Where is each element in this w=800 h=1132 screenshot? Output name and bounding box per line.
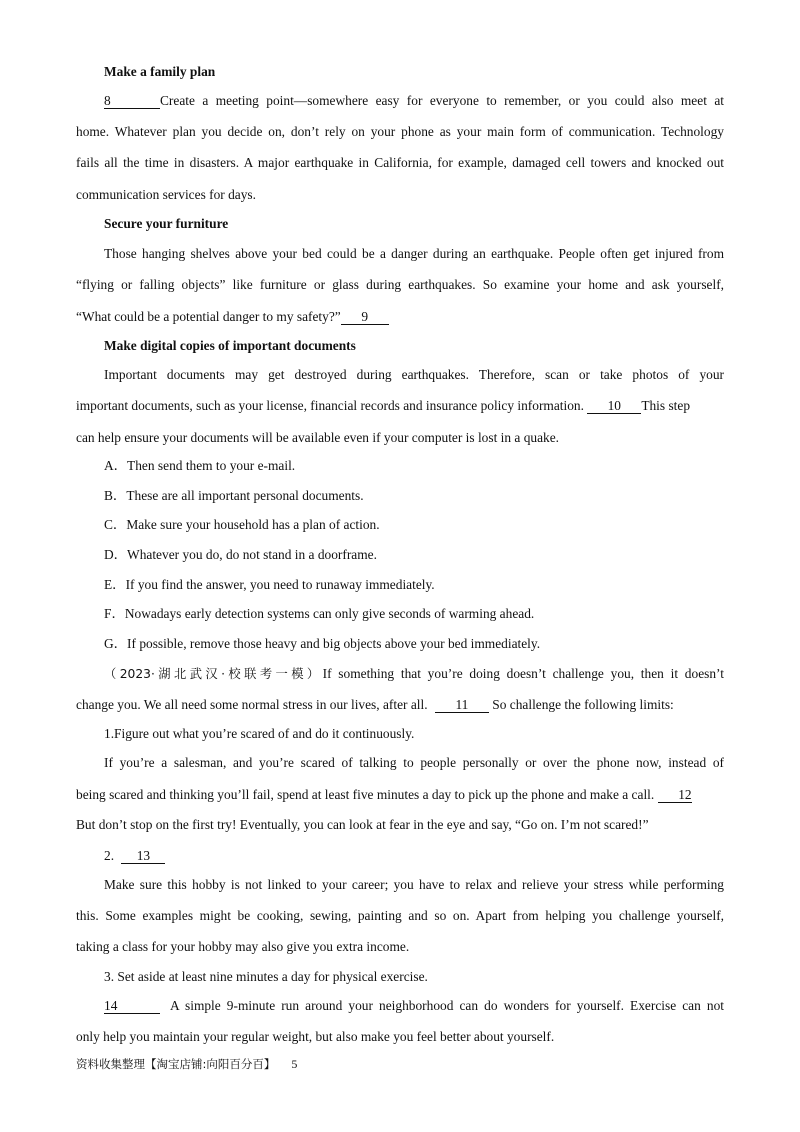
text-run: “What could be a potential danger to my safety?” <box>76 309 341 324</box>
item-title: 1.Figure out what you’re scared of and do it continuously. <box>104 726 415 741</box>
section-heading: Secure your furniture <box>104 216 229 231</box>
paragraph-line: taking a class for your hobby may also give you extra income. <box>76 939 410 954</box>
paragraph-line: home. Whatever plan you decide on, don’t rely on your phone as your main form of communication. Technology <box>76 124 724 139</box>
answer-blank[interactable]: 8 <box>104 93 160 109</box>
section-heading: Make digital copies of important documents <box>104 338 356 353</box>
answer-blank[interactable]: 12 <box>658 787 692 803</box>
option-d: D．Whatever you do, do not stand in a doorframe. <box>104 547 377 562</box>
footer-text: 资料收集整理【淘宝店铺:向阳百分百】 <box>76 1057 276 1071</box>
answer-blank[interactable]: 13 <box>121 848 165 864</box>
paragraph-line: this. Some examples might be cooking, sewing, painting and so on. Apart from helping you challenge yourself, <box>76 908 724 923</box>
paragraph-line: Those hanging shelves above your bed could be a danger during an earthquake. People often get injured from <box>104 246 724 261</box>
paragraph-line <box>76 786 692 804</box>
paragraph-line <box>76 308 389 326</box>
paragraph-line: Make sure this hobby is not linked to your career; you have to relax and relieve your stress while performing <box>104 877 724 892</box>
text-run: So challenge the following limits: <box>492 697 674 712</box>
paragraph-line: fails all the time in disasters. A major earthquake in California, for example, damaged cell towers and knocked out <box>76 155 724 170</box>
paragraph-line: “flying or falling objects” like furniture or glass during earthquakes. So examine your home and ask yourself, <box>76 277 724 292</box>
paragraph-line <box>104 665 724 683</box>
text-run: important documents, such as your license, financial records and insurance policy information. <box>76 398 584 413</box>
option-a: A．Then send them to your e-mail. <box>104 458 296 473</box>
text-run: If something that you’re doing doesn’t challenge you, then it doesn’t <box>322 666 724 681</box>
paragraph-line: Important documents may get destroyed during earthquakes. Therefore, scan or take photos of your <box>104 367 724 382</box>
option-c: C．Make sure your household has a plan of action. <box>104 517 380 532</box>
text-run: being scared and thinking you’ll fail, spend at least five minutes a day to pick up the phone and make a call. <box>76 787 655 802</box>
text-run: change you. We all need some normal stress in our lives, after all. <box>76 697 428 712</box>
text-run: 2. <box>104 848 115 863</box>
option-b: B．These are all important personal documents. <box>104 488 364 503</box>
section-heading: Make a family plan <box>104 64 216 79</box>
paragraph-line: only help you maintain your regular weight, but also make you feel better about yourself. <box>76 1029 555 1044</box>
answer-blank[interactable]: 11 <box>435 697 489 713</box>
paragraph-line <box>76 696 674 714</box>
option-g: G．If possible, remove those heavy and big objects above your bed immediately. <box>104 636 541 651</box>
paragraph-line <box>76 397 690 415</box>
text-run: Create a meeting point—somewhere easy for everyone to remember, or you could also meet at <box>160 93 724 108</box>
paragraph-line: communication services for days. <box>76 187 256 202</box>
item-title: 3. Set aside at least nine minutes a day for physical exercise. <box>104 969 428 984</box>
item-title <box>104 847 165 865</box>
source-tag: （2023·湖北武汉·校联考一模） <box>104 667 323 681</box>
page-number: 5 <box>291 1057 298 1071</box>
paragraph-line <box>104 92 724 110</box>
option-e: E．If you find the answer, you need to runaway immediately. <box>104 577 435 592</box>
paragraph-line: can help ensure your documents will be available even if your computer is lost in a quake. <box>76 430 560 445</box>
paragraph-line: If you’re a salesman, and you’re scared of talking to people personally or over the phone now, instead of <box>104 755 724 770</box>
answer-blank[interactable]: 10 <box>587 398 641 414</box>
text-run: A simple 9-minute run around your neighborhood can do wonders for yourself. Exercise can not <box>170 998 724 1013</box>
page-footer <box>76 1056 297 1072</box>
answer-blank[interactable]: 9 <box>341 309 389 325</box>
option-f: F．Nowadays early detection systems can only give seconds of warming ahead. <box>104 606 535 621</box>
answer-blank[interactable]: 14 <box>104 998 160 1014</box>
text-run: This step <box>641 398 691 413</box>
paragraph-line <box>104 997 724 1015</box>
paragraph-line: But don’t stop on the first try! Eventually, you can look at fear in the eye and say, “Go on. I’m not scared!” <box>76 817 649 832</box>
